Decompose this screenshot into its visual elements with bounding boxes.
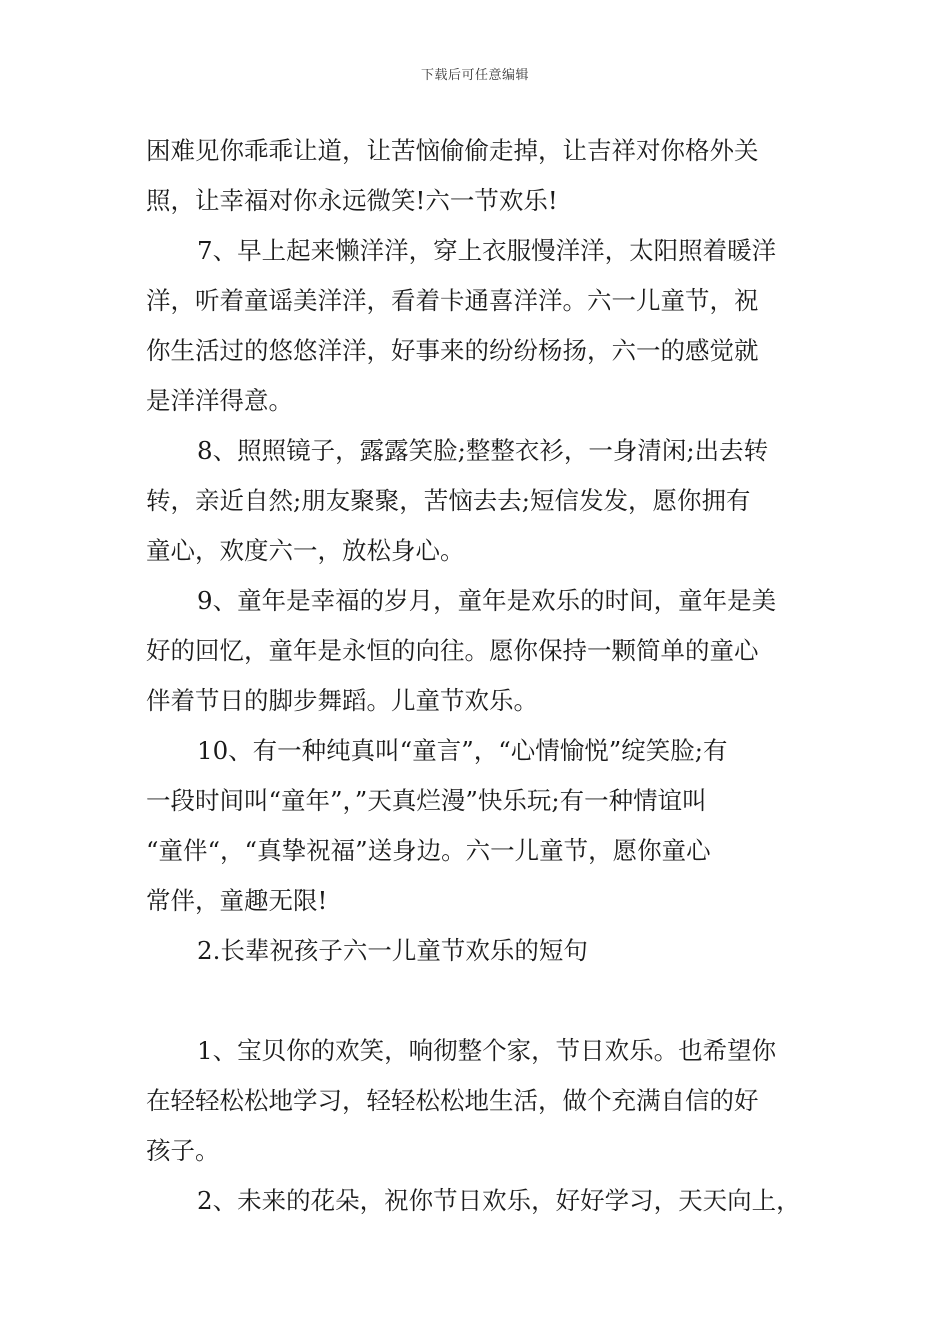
- text-line: 是洋洋得意。: [146, 386, 293, 415]
- text-line: 7、早上起来懒洋洋，穿上衣服慢洋洋，太阳照着暖洋: [197, 236, 777, 265]
- text-line: 转，亲近自然;朋友聚聚，苦恼去去;短信发发，愿你拥有: [146, 486, 751, 515]
- text-line: 好的回忆，童年是永恒的向往。愿你保持一颗简单的童心: [146, 636, 759, 665]
- text-line: 9、童年是幸福的岁月，童年是欢乐的时间，童年是美: [197, 586, 777, 615]
- text-line: 洋，听着童谣美洋洋，看着卡通喜洋洋。六一儿童节，祝: [146, 286, 759, 315]
- text-line: 伴着节日的脚步舞蹈。儿童节欢乐。: [146, 686, 538, 715]
- text-line: 一段时间叫“童年”，”天真烂漫”快乐玩;有一种情谊叫: [146, 786, 707, 815]
- text-line: 困难见你乖乖让道，让苦恼偷偷走掉，让吉祥对你格外关: [146, 136, 759, 165]
- text-line: 照，让幸福对你永远微笑!六一节欢乐!: [146, 186, 558, 215]
- text-line: 孩子。: [146, 1136, 220, 1165]
- text-line: 1、宝贝你的欢笑，响彻整个家，节日欢乐。也希望你: [197, 1036, 777, 1065]
- text-line: “童伴“，“真挚祝福”送身边。六一儿童节，愿你童心: [146, 836, 711, 865]
- text-line: 2、未来的花朵，祝你节日欢乐，好好学习，天天向上，: [197, 1186, 801, 1215]
- text-line: 常伴，童趣无限!: [146, 886, 328, 915]
- text-line: 8、照照镜子，露露笑脸;整整衣衫，一身清闲;出去转: [197, 436, 769, 465]
- document-body: [146, 126, 826, 1226]
- text-line: 童心，欢度六一，放松身心。: [146, 536, 465, 565]
- text-line: 在轻轻松松地学习，轻轻松松地生活，做个充满自信的好: [146, 1086, 759, 1115]
- text-line: 10、有一种纯真叫“童言”，“心情愉悦”绽笑脸;有: [197, 736, 728, 765]
- paragraph-gap: [146, 976, 826, 1026]
- page-header: 下载后可任意编辑: [420, 68, 529, 83]
- text-line: 2.长辈祝孩子六一儿童节欢乐的短句: [197, 936, 588, 965]
- text-line: 你生活过的悠悠洋洋，好事来的纷纷杨扬，六一的感觉就: [146, 336, 759, 365]
